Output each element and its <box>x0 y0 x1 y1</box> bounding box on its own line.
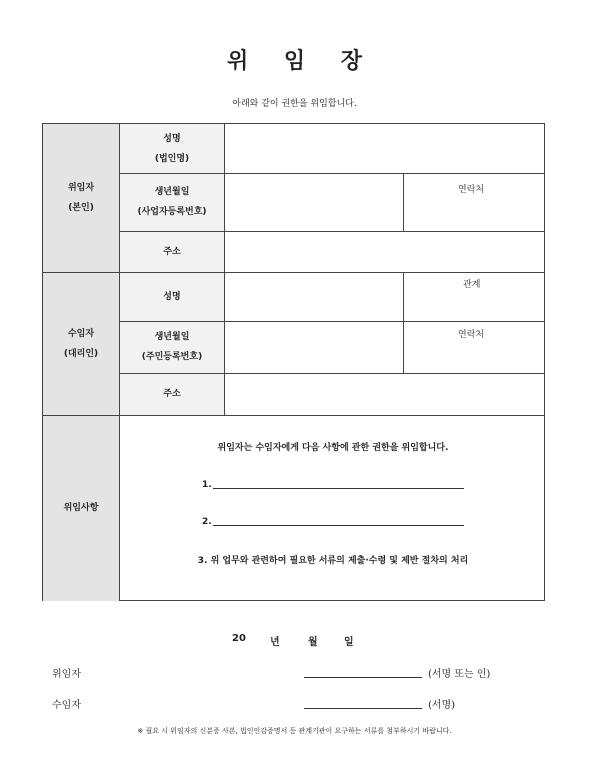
grantee-relation-field[interactable] <box>404 290 543 320</box>
grantor-address-label <box>120 231 225 272</box>
delegation-item-2-field[interactable] <box>213 525 464 526</box>
delegation-intro: 위임자는 수임자에게 다음 사항에 관한 권한을 위임합니다. <box>217 443 449 453</box>
grantor-birth-label-line1: 생년월일 <box>154 187 190 197</box>
delegation-form <box>42 123 545 601</box>
delegation-section-title: 위임사항 <box>63 503 99 513</box>
date-month-label: 월 <box>308 637 318 648</box>
grantee-birth-field[interactable] <box>226 322 402 372</box>
delegation-item-1-number: 1. <box>202 480 212 490</box>
grantor-contact-field[interactable] <box>404 194 543 230</box>
date-year-label: 년 <box>270 637 280 648</box>
grantor-birth-label-line2: (사업자등록번호) <box>137 207 207 217</box>
date-year-prefix: 20 <box>232 633 246 644</box>
footnote: ※ 필요 시 위임자의 신분증 사본, 법인인감증명서 등 관계기관이 요구하는 서류를 첨부하시기 바랍니다. <box>137 727 452 735</box>
grantee-contact-field[interactable] <box>404 339 543 372</box>
delegation-item-3: 3. 위 업무와 관련하여 필요한 서류의 제출·수령 및 제반 절차의 처리 <box>197 556 469 566</box>
grantee-address-label-text: 주소 <box>163 389 181 399</box>
grantee-signature-label: 수임자 <box>52 700 81 711</box>
grantee-signature-field[interactable] <box>304 708 422 709</box>
grantee-birth-label-line1: 생년월일 <box>154 332 190 342</box>
grantor-contact-label: 연락처 <box>458 185 485 195</box>
grantor-section-subtitle: (본인) <box>68 203 94 213</box>
grantor-address-field[interactable] <box>226 232 543 271</box>
grantor-address-label-text: 주소 <box>163 246 181 257</box>
grantee-contact-label: 연락처 <box>458 330 485 340</box>
delegation-item-1-field[interactable] <box>213 488 464 489</box>
grantee-birth-label-line2: (주민등록번호) <box>141 352 203 362</box>
grantor-signature-label: 위임자 <box>52 669 81 680</box>
grantee-name-field[interactable] <box>226 273 402 320</box>
grantee-address-label <box>120 373 225 415</box>
date-day-label: 일 <box>344 637 354 648</box>
grantee-relation-label: 관계 <box>463 280 481 290</box>
grantee-name-label <box>120 272 225 321</box>
grantee-section-subtitle: (대리인) <box>63 348 99 359</box>
document-title: 위 임 장 <box>226 49 377 74</box>
grantor-name-field[interactable] <box>226 125 543 172</box>
grantor-name-label-line1: 성명 <box>163 133 181 144</box>
grantor-birth-field[interactable] <box>226 174 402 230</box>
grantee-address-field[interactable] <box>226 374 543 414</box>
delegation-item-2-number: 2. <box>202 517 212 527</box>
grantee-signature-note: (서명) <box>428 700 456 711</box>
grantee-section-label <box>43 272 120 415</box>
grantee-section-title: 수임자 <box>67 328 95 339</box>
grantor-section-label <box>43 124 120 272</box>
grantor-name-label <box>120 124 225 173</box>
grantor-signature-note: (서명 또는 인) <box>428 669 491 680</box>
grantee-birth-label <box>120 321 225 373</box>
grantee-name-label-text: 성명 <box>163 291 181 302</box>
delegation-section-label <box>43 415 120 601</box>
grantor-name-label-line2: (법인명) <box>154 153 190 164</box>
grantor-signature-field[interactable] <box>304 677 422 678</box>
document-subtitle: 아래와 같이 권한을 위임합니다. <box>232 99 357 109</box>
grantor-birth-label <box>120 173 225 231</box>
date-year-field[interactable] <box>250 646 264 647</box>
grantor-section-title: 위임자 <box>67 183 95 193</box>
